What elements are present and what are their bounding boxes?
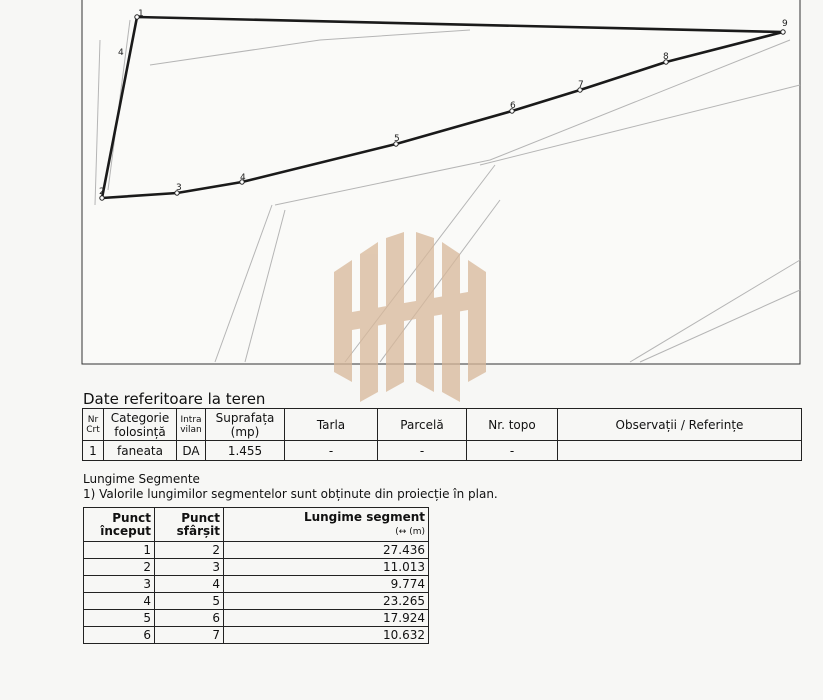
header-punct-sfarsit: Punct sfârșit — [155, 508, 224, 542]
point-label-8: 8 — [663, 52, 669, 62]
cell-suprafata: 1.455 — [206, 441, 285, 461]
cell-end: 7 — [155, 627, 224, 644]
header-parcela: Parcelă — [378, 409, 467, 441]
point-label-9: 9 — [782, 19, 788, 29]
point-label-2: 2 — [99, 187, 105, 197]
segments-table — [83, 507, 429, 644]
header-suprafata: Suprafața (mp) — [206, 409, 285, 441]
table-row — [84, 627, 429, 644]
table-row — [84, 610, 429, 627]
cell-start: 5 — [84, 610, 155, 627]
segments-header-row — [84, 508, 429, 542]
point-label-4: 4 — [240, 173, 246, 183]
point-label-1: 1 — [138, 9, 144, 19]
vertex-9 — [781, 30, 785, 34]
segments-body — [84, 542, 429, 644]
header-intravilan: Intra vilan — [177, 409, 206, 441]
table-row — [84, 559, 429, 576]
header-nr-crt: Nr Crt — [83, 409, 104, 441]
table-row — [84, 576, 429, 593]
land-data-table — [82, 408, 802, 461]
segments-note: 1) Valorile lungimilor segmentelor sunt obținute din proiecție în plan. — [83, 487, 498, 501]
cell-intravilan: DA — [177, 441, 206, 461]
header-punct-inceput: Punct început — [84, 508, 155, 542]
cell-end: 2 — [155, 542, 224, 559]
cell-length: 17.924 — [224, 610, 429, 627]
segments-title: Lungime Segmente — [83, 472, 200, 486]
cell-parcela: - — [378, 441, 467, 461]
segments-heading — [83, 472, 498, 502]
point-label-3: 3 — [176, 183, 182, 193]
watermark-logo — [330, 232, 490, 407]
point-label-6: 6 — [510, 101, 516, 111]
point-label-7: 7 — [578, 80, 584, 90]
cell-start: 3 — [84, 576, 155, 593]
cell-length: 9.774 — [224, 576, 429, 593]
cell-end: 6 — [155, 610, 224, 627]
table-row — [83, 441, 802, 461]
section-title-teren: Date referitoare la teren — [83, 390, 266, 408]
point-label-5: 5 — [394, 134, 400, 144]
cell-length: 23.265 — [224, 593, 429, 610]
cell-end: 5 — [155, 593, 224, 610]
header-tarla: Tarla — [285, 409, 378, 441]
cell-start: 4 — [84, 593, 155, 610]
cell-nr-topo: - — [467, 441, 558, 461]
header-categorie: Categorie folosință — [104, 409, 177, 441]
cell-nr: 1 — [83, 441, 104, 461]
cell-end: 4 — [155, 576, 224, 593]
cell-tarla: - — [285, 441, 378, 461]
header-observatii: Observații / Referințe — [558, 409, 802, 441]
cell-start: 6 — [84, 627, 155, 644]
header-nr-topo: Nr. topo — [467, 409, 558, 441]
header-lungime: Lungime segment (↔ (m) — [224, 508, 429, 542]
cell-length: 27.436 — [224, 542, 429, 559]
cell-start: 1 — [84, 542, 155, 559]
cell-observatii — [558, 441, 802, 461]
table-row — [84, 542, 429, 559]
table-header-row — [83, 409, 802, 441]
cell-length: 11.013 — [224, 559, 429, 576]
cell-start: 2 — [84, 559, 155, 576]
cell-end: 3 — [155, 559, 224, 576]
table-row — [84, 593, 429, 610]
edge-label: 4 — [118, 48, 124, 58]
cell-length: 10.632 — [224, 627, 429, 644]
cell-categorie: faneata — [104, 441, 177, 461]
